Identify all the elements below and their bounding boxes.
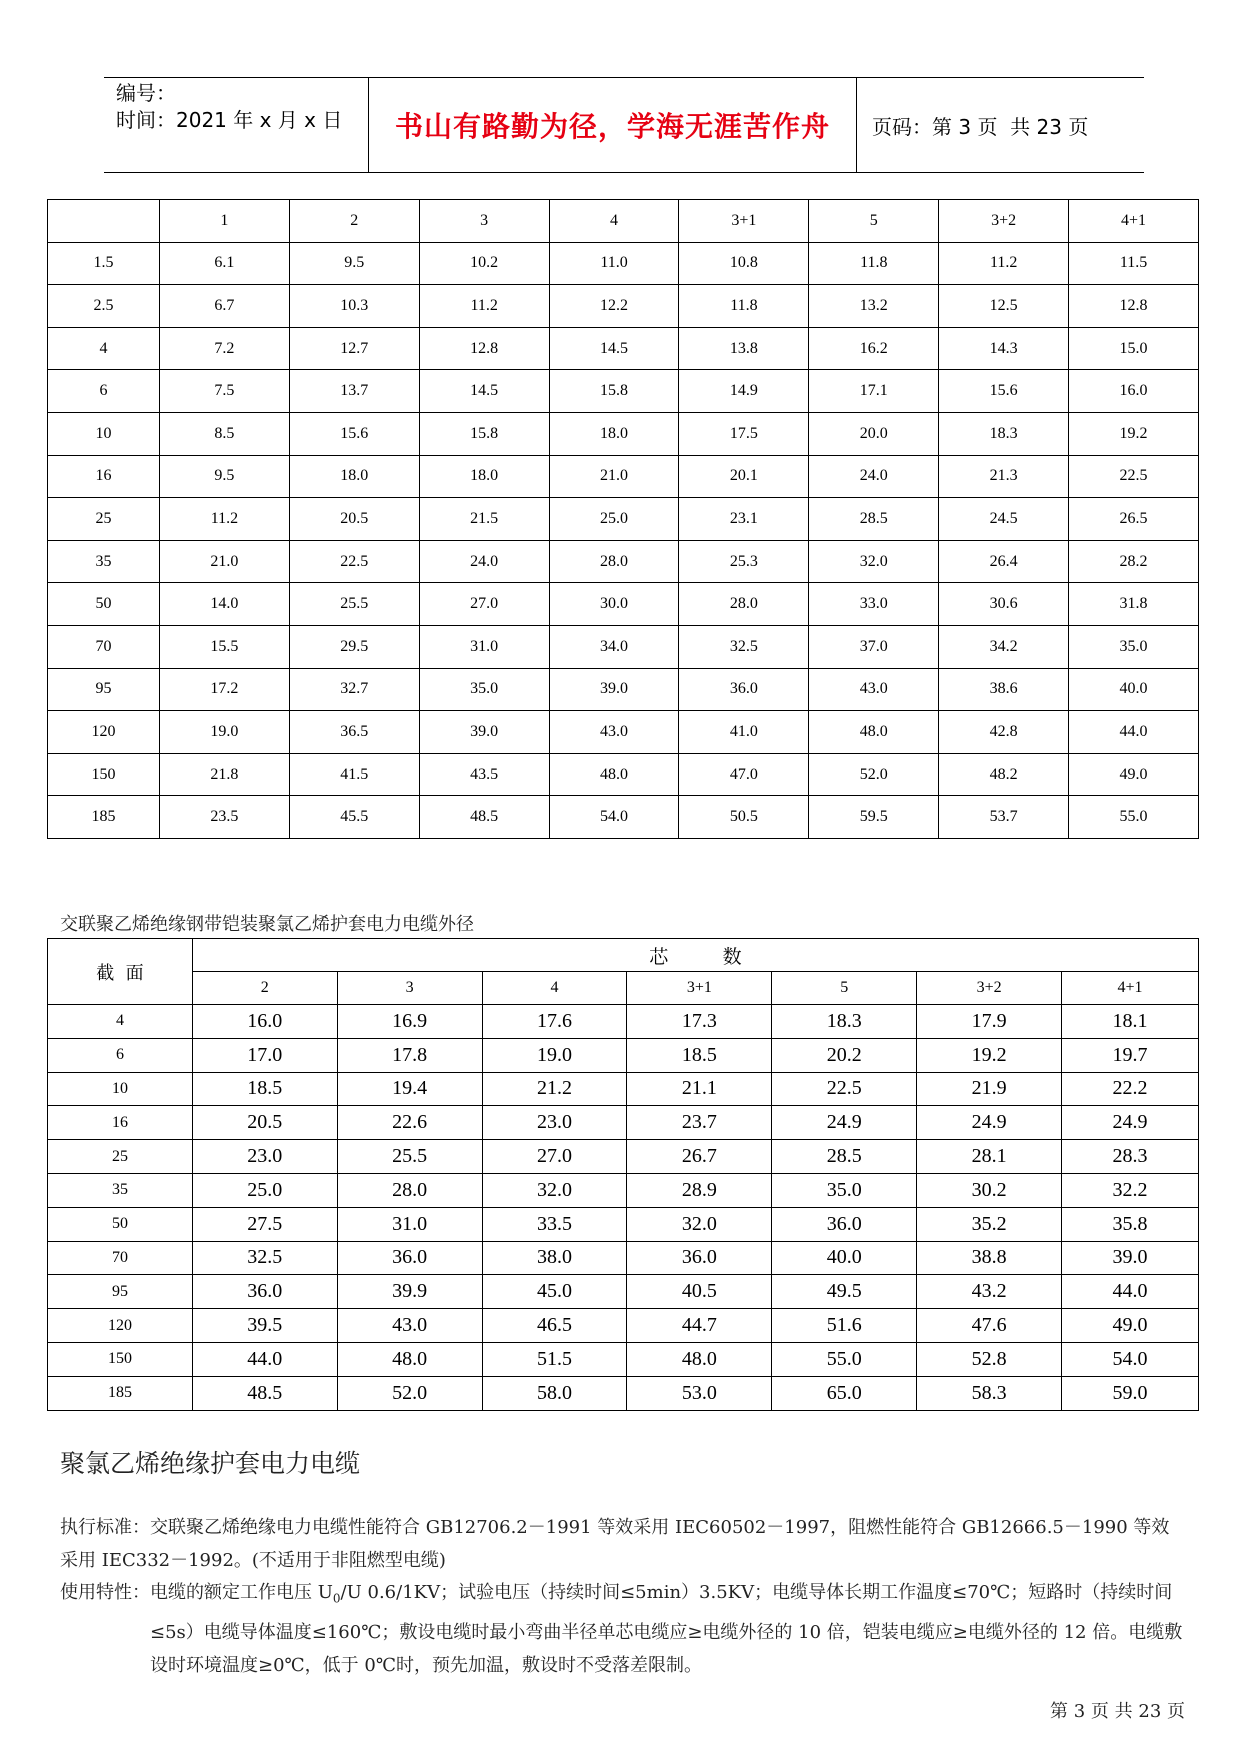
table-row bbox=[48, 498, 1199, 541]
diameter-cell: 34.0 bbox=[549, 625, 679, 668]
section-cell: 16 bbox=[48, 1106, 193, 1140]
diameter-cell: 48.5 bbox=[192, 1376, 337, 1410]
diameter-cell: 18.3 bbox=[939, 412, 1069, 455]
diameter-cell: 23.1 bbox=[679, 498, 809, 541]
diameter-cell: 18.0 bbox=[419, 455, 549, 498]
diameter-cell: 3+2 bbox=[939, 200, 1069, 243]
diameter-cell: 15.6 bbox=[939, 370, 1069, 413]
table-row bbox=[48, 1005, 1199, 1039]
table-row bbox=[48, 583, 1199, 626]
diameter-cell: 14.0 bbox=[159, 583, 289, 626]
section-cell: 1.5 bbox=[48, 242, 160, 285]
diameter-cell: 35.2 bbox=[917, 1207, 1062, 1241]
diameter-cell: 36.5 bbox=[289, 711, 419, 754]
diameter-cell: 14.3 bbox=[939, 327, 1069, 370]
core-columns-row bbox=[48, 972, 1199, 1005]
diameter-cell: 40.0 bbox=[1069, 668, 1199, 711]
header-motto: 书山有路勤为径，学海无涯苦作舟 bbox=[369, 78, 857, 172]
diameter-cell: 30.6 bbox=[939, 583, 1069, 626]
diameter-cell: 28.2 bbox=[1069, 540, 1199, 583]
diameter-cell: 28.1 bbox=[917, 1140, 1062, 1174]
diameter-cell: 5 bbox=[809, 200, 939, 243]
diameter-cell: 35.8 bbox=[1062, 1207, 1199, 1241]
table-row bbox=[48, 1342, 1199, 1376]
diameter-cell: 15.6 bbox=[289, 412, 419, 455]
diameter-cell: 12.7 bbox=[289, 327, 419, 370]
diameter-cell: 21.1 bbox=[627, 1072, 772, 1106]
diameter-cell: 44.7 bbox=[627, 1309, 772, 1343]
diameter-cell: 17.2 bbox=[159, 668, 289, 711]
section-title: 聚氯乙烯绝缘护套电力电缆 bbox=[60, 1449, 361, 1478]
diameter-cell: 55.0 bbox=[1069, 796, 1199, 839]
diameter-cell: 19.4 bbox=[337, 1072, 482, 1106]
section-cell: 70 bbox=[48, 625, 160, 668]
diameter-cell: 49.5 bbox=[772, 1275, 917, 1309]
usage-text-sub: 0 bbox=[332, 1591, 341, 1606]
diameter-cell: 11.2 bbox=[939, 242, 1069, 285]
diameter-cell: 39.0 bbox=[1062, 1241, 1199, 1275]
diameter-cell: 9.5 bbox=[159, 455, 289, 498]
section-cell bbox=[48, 200, 160, 243]
diameter-cell: 25.3 bbox=[679, 540, 809, 583]
diameter-cell: 36.0 bbox=[192, 1275, 337, 1309]
diameter-cell: 22.5 bbox=[289, 540, 419, 583]
diameter-cell: 33.5 bbox=[482, 1207, 627, 1241]
diameter-cell: 19.2 bbox=[917, 1038, 1062, 1072]
usage-text-pre: 电缆的额定工作电压 U bbox=[150, 1582, 333, 1603]
diameter-cell: 58.3 bbox=[917, 1376, 1062, 1410]
section-cell: 2.5 bbox=[48, 285, 160, 328]
header-page-info bbox=[857, 78, 1144, 172]
diameter-cell: 35.0 bbox=[1069, 625, 1199, 668]
diameter-cell: 30.0 bbox=[549, 583, 679, 626]
diameter-cell: 24.0 bbox=[809, 455, 939, 498]
table-row bbox=[48, 625, 1199, 668]
core-column-header: 2 bbox=[192, 972, 337, 1005]
document-number-label: 编号： bbox=[116, 81, 176, 105]
diameter-cell: 12.8 bbox=[1069, 285, 1199, 328]
diameter-cell: 43.0 bbox=[549, 711, 679, 754]
header-meta bbox=[104, 78, 369, 172]
table-row bbox=[48, 753, 1199, 796]
diameter-cell: 51.6 bbox=[772, 1309, 917, 1343]
usage-text-body: /U 0.6/1KV；试验电压（持续时间≤5min）3.5KV；电缆导体长期工作温度≤70℃；短路时（持续时间≤5s）电缆导体温度≤160℃；敷设电缆时最小弯曲半径单芯电缆应≥电缆外径的 10 倍，铠装电缆应≥电缆外径的 12 倍。电缆敷设时环境温度≥0℃，低于 0℃时，预先加温，敷设时不受落差限制。 bbox=[150, 1582, 1183, 1676]
section-cell: 120 bbox=[48, 1309, 193, 1343]
diameter-cell: 28.5 bbox=[772, 1140, 917, 1174]
diameter-cell: 47.0 bbox=[679, 753, 809, 796]
diameter-cell: 22.5 bbox=[772, 1072, 917, 1106]
usage-paragraph bbox=[60, 1576, 1185, 1682]
diameter-cell: 52.8 bbox=[917, 1342, 1062, 1376]
armored-cable-diameter-table bbox=[47, 938, 1199, 1411]
diameter-cell: 28.3 bbox=[1062, 1140, 1199, 1174]
diameter-cell: 27.0 bbox=[419, 583, 549, 626]
diameter-cell: 10.3 bbox=[289, 285, 419, 328]
diameter-cell: 11.8 bbox=[809, 242, 939, 285]
diameter-cell: 11.2 bbox=[419, 285, 549, 328]
diameter-cell: 21.3 bbox=[939, 455, 1069, 498]
section-cell: 50 bbox=[48, 583, 160, 626]
diameter-cell: 21.0 bbox=[159, 540, 289, 583]
diameter-cell: 38.0 bbox=[482, 1241, 627, 1275]
page-footer: 第 3 页 共 23 页 bbox=[1050, 1701, 1185, 1722]
diameter-cell: 32.0 bbox=[627, 1207, 772, 1241]
diameter-cell: 3+1 bbox=[679, 200, 809, 243]
diameter-cell: 52.0 bbox=[809, 753, 939, 796]
diameter-cell: 7.5 bbox=[159, 370, 289, 413]
table-row bbox=[48, 1376, 1199, 1410]
diameter-cell: 32.5 bbox=[192, 1241, 337, 1275]
diameter-cell: 54.0 bbox=[549, 796, 679, 839]
table-row bbox=[48, 1309, 1199, 1343]
cable-diameter-table-1 bbox=[47, 199, 1199, 839]
diameter-cell: 54.0 bbox=[1062, 1342, 1199, 1376]
diameter-cell: 36.0 bbox=[337, 1241, 482, 1275]
diameter-cell: 42.8 bbox=[939, 711, 1069, 754]
diameter-cell: 55.0 bbox=[772, 1342, 917, 1376]
diameter-cell: 11.0 bbox=[549, 242, 679, 285]
core-count-header: 芯 数 bbox=[192, 939, 1198, 972]
diameter-cell: 38.8 bbox=[917, 1241, 1062, 1275]
section-cell: 185 bbox=[48, 796, 160, 839]
section-cell: 150 bbox=[48, 1342, 193, 1376]
diameter-cell: 53.7 bbox=[939, 796, 1069, 839]
diameter-cell: 43.0 bbox=[809, 668, 939, 711]
diameter-cell: 11.8 bbox=[679, 285, 809, 328]
diameter-cell: 19.7 bbox=[1062, 1038, 1199, 1072]
diameter-cell: 44.0 bbox=[1062, 1275, 1199, 1309]
diameter-cell: 23.5 bbox=[159, 796, 289, 839]
diameter-cell: 43.5 bbox=[419, 753, 549, 796]
diameter-cell: 13.8 bbox=[679, 327, 809, 370]
section-cell: 6 bbox=[48, 1038, 193, 1072]
diameter-cell: 17.6 bbox=[482, 1005, 627, 1039]
diameter-cell: 28.0 bbox=[679, 583, 809, 626]
diameter-cell: 18.3 bbox=[772, 1005, 917, 1039]
diameter-cell: 39.9 bbox=[337, 1275, 482, 1309]
diameter-cell: 30.2 bbox=[917, 1173, 1062, 1207]
diameter-cell: 19.0 bbox=[159, 711, 289, 754]
diameter-cell: 24.9 bbox=[772, 1106, 917, 1140]
table-row bbox=[48, 668, 1199, 711]
diameter-cell: 21.9 bbox=[917, 1072, 1062, 1106]
table-row bbox=[48, 1072, 1199, 1106]
diameter-cell: 23.0 bbox=[192, 1140, 337, 1174]
diameter-cell: 18.5 bbox=[192, 1072, 337, 1106]
diameter-cell: 10.8 bbox=[679, 242, 809, 285]
core-column-header: 3+1 bbox=[627, 972, 772, 1005]
table-row bbox=[48, 711, 1199, 754]
diameter-cell: 18.1 bbox=[1062, 1005, 1199, 1039]
diameter-cell: 21.8 bbox=[159, 753, 289, 796]
table-row bbox=[48, 455, 1199, 498]
table-row bbox=[48, 1275, 1199, 1309]
table-row bbox=[48, 1207, 1199, 1241]
diameter-cell: 6.7 bbox=[159, 285, 289, 328]
section-cell: 25 bbox=[48, 1140, 193, 1174]
diameter-cell: 25.0 bbox=[549, 498, 679, 541]
core-column-header: 4 bbox=[482, 972, 627, 1005]
diameter-cell: 32.5 bbox=[679, 625, 809, 668]
diameter-cell: 14.5 bbox=[549, 327, 679, 370]
usage-label: 使用特性： bbox=[60, 1582, 150, 1603]
diameter-cell: 20.0 bbox=[809, 412, 939, 455]
usage-text bbox=[150, 1576, 1185, 1682]
diameter-cell: 49.0 bbox=[1062, 1309, 1199, 1343]
diameter-cell: 38.6 bbox=[939, 668, 1069, 711]
diameter-cell: 15.0 bbox=[1069, 327, 1199, 370]
diameter-cell: 15.5 bbox=[159, 625, 289, 668]
diameter-cell: 36.0 bbox=[772, 1207, 917, 1241]
diameter-cell: 44.0 bbox=[192, 1342, 337, 1376]
diameter-cell: 25.5 bbox=[289, 583, 419, 626]
diameter-cell: 21.0 bbox=[549, 455, 679, 498]
diameter-cell: 20.5 bbox=[289, 498, 419, 541]
diameter-cell: 16.9 bbox=[337, 1005, 482, 1039]
diameter-cell: 40.5 bbox=[627, 1275, 772, 1309]
section-header: 截 面 bbox=[48, 939, 193, 1005]
diameter-cell: 22.2 bbox=[1062, 1072, 1199, 1106]
diameter-cell: 12.2 bbox=[549, 285, 679, 328]
section-cell: 35 bbox=[48, 540, 160, 583]
diameter-cell: 19.0 bbox=[482, 1038, 627, 1072]
diameter-cell: 13.2 bbox=[809, 285, 939, 328]
diameter-cell: 17.1 bbox=[809, 370, 939, 413]
diameter-cell: 12.8 bbox=[419, 327, 549, 370]
diameter-cell: 24.9 bbox=[917, 1106, 1062, 1140]
diameter-cell: 22.5 bbox=[1069, 455, 1199, 498]
diameter-cell: 32.0 bbox=[809, 540, 939, 583]
diameter-cell: 49.0 bbox=[1069, 753, 1199, 796]
diameter-cell: 48.5 bbox=[419, 796, 549, 839]
diameter-cell: 19.2 bbox=[1069, 412, 1199, 455]
diameter-cell: 13.7 bbox=[289, 370, 419, 413]
diameter-cell: 45.0 bbox=[482, 1275, 627, 1309]
diameter-cell: 48.2 bbox=[939, 753, 1069, 796]
section-cell: 70 bbox=[48, 1241, 193, 1275]
section-cell: 4 bbox=[48, 1005, 193, 1039]
diameter-cell: 59.0 bbox=[1062, 1376, 1199, 1410]
table-row bbox=[48, 540, 1199, 583]
diameter-cell: 37.0 bbox=[809, 625, 939, 668]
diameter-cell: 31.0 bbox=[337, 1207, 482, 1241]
diameter-cell: 39.0 bbox=[549, 668, 679, 711]
diameter-cell: 44.0 bbox=[1069, 711, 1199, 754]
table-row bbox=[48, 1106, 1199, 1140]
diameter-cell: 4+1 bbox=[1069, 200, 1199, 243]
diameter-cell: 31.0 bbox=[419, 625, 549, 668]
diameter-cell: 11.5 bbox=[1069, 242, 1199, 285]
section-cell: 4 bbox=[48, 327, 160, 370]
diameter-cell: 34.2 bbox=[939, 625, 1069, 668]
diameter-cell: 22.6 bbox=[337, 1106, 482, 1140]
diameter-cell: 25.5 bbox=[337, 1140, 482, 1174]
diameter-cell: 20.5 bbox=[192, 1106, 337, 1140]
diameter-cell: 18.5 bbox=[627, 1038, 772, 1072]
diameter-cell: 1 bbox=[159, 200, 289, 243]
diameter-cell: 4 bbox=[549, 200, 679, 243]
diameter-cell: 17.0 bbox=[192, 1038, 337, 1072]
diameter-cell: 43.2 bbox=[917, 1275, 1062, 1309]
diameter-cell: 41.0 bbox=[679, 711, 809, 754]
diameter-cell: 28.5 bbox=[809, 498, 939, 541]
diameter-cell: 12.5 bbox=[939, 285, 1069, 328]
diameter-cell: 14.9 bbox=[679, 370, 809, 413]
diameter-cell: 39.0 bbox=[419, 711, 549, 754]
diameter-cell: 15.8 bbox=[549, 370, 679, 413]
document-time-label: 时间：2021 年 x 月 x 日 bbox=[116, 108, 343, 132]
diameter-cell: 51.5 bbox=[482, 1342, 627, 1376]
diameter-cell: 53.0 bbox=[627, 1376, 772, 1410]
diameter-cell: 27.0 bbox=[482, 1140, 627, 1174]
section-cell: 16 bbox=[48, 455, 160, 498]
table-row bbox=[48, 1140, 1199, 1174]
table-row bbox=[48, 242, 1199, 285]
core-column-header: 4+1 bbox=[1062, 972, 1199, 1005]
diameter-cell: 33.0 bbox=[809, 583, 939, 626]
diameter-cell: 28.0 bbox=[549, 540, 679, 583]
core-column-header: 3 bbox=[337, 972, 482, 1005]
diameter-cell: 9.5 bbox=[289, 242, 419, 285]
diameter-cell: 26.4 bbox=[939, 540, 1069, 583]
core-column-header: 3+2 bbox=[917, 972, 1062, 1005]
diameter-cell: 20.1 bbox=[679, 455, 809, 498]
diameter-cell: 16.0 bbox=[192, 1005, 337, 1039]
section-cell: 95 bbox=[48, 1275, 193, 1309]
diameter-cell: 52.0 bbox=[337, 1376, 482, 1410]
diameter-cell: 26.5 bbox=[1069, 498, 1199, 541]
diameter-cell: 40.0 bbox=[772, 1241, 917, 1275]
diameter-cell: 43.0 bbox=[337, 1309, 482, 1343]
diameter-cell: 28.0 bbox=[337, 1173, 482, 1207]
diameter-cell: 17.9 bbox=[917, 1005, 1062, 1039]
diameter-cell: 41.5 bbox=[289, 753, 419, 796]
diameter-cell: 39.5 bbox=[192, 1309, 337, 1343]
diameter-cell: 45.5 bbox=[289, 796, 419, 839]
diameter-cell: 48.0 bbox=[627, 1342, 772, 1376]
diameter-cell: 24.5 bbox=[939, 498, 1069, 541]
diameter-cell: 3 bbox=[419, 200, 549, 243]
diameter-cell: 21.2 bbox=[482, 1072, 627, 1106]
diameter-cell: 2 bbox=[289, 200, 419, 243]
section-cell: 6 bbox=[48, 370, 160, 413]
diameter-cell: 11.2 bbox=[159, 498, 289, 541]
diameter-cell: 18.0 bbox=[289, 455, 419, 498]
diameter-cell: 35.0 bbox=[772, 1173, 917, 1207]
table-row bbox=[48, 285, 1199, 328]
section-cell: 120 bbox=[48, 711, 160, 754]
table-row bbox=[48, 370, 1199, 413]
diameter-cell: 27.5 bbox=[192, 1207, 337, 1241]
diameter-cell: 46.5 bbox=[482, 1309, 627, 1343]
core-column-header: 5 bbox=[772, 972, 917, 1005]
diameter-cell: 36.0 bbox=[679, 668, 809, 711]
diameter-cell: 48.0 bbox=[549, 753, 679, 796]
diameter-cell: 24.9 bbox=[1062, 1106, 1199, 1140]
diameter-cell: 17.3 bbox=[627, 1005, 772, 1039]
table-row bbox=[48, 1241, 1199, 1275]
diameter-cell: 14.5 bbox=[419, 370, 549, 413]
table-row bbox=[48, 1173, 1199, 1207]
diameter-cell: 26.7 bbox=[627, 1140, 772, 1174]
diameter-cell: 20.2 bbox=[772, 1038, 917, 1072]
diameter-cell: 28.9 bbox=[627, 1173, 772, 1207]
diameter-cell: 58.0 bbox=[482, 1376, 627, 1410]
diameter-cell: 7.2 bbox=[159, 327, 289, 370]
diameter-cell: 65.0 bbox=[772, 1376, 917, 1410]
diameter-cell: 16.0 bbox=[1069, 370, 1199, 413]
diameter-cell: 24.0 bbox=[419, 540, 549, 583]
diameter-cell: 18.0 bbox=[549, 412, 679, 455]
table-row bbox=[48, 1038, 1199, 1072]
diameter-cell: 25.0 bbox=[192, 1173, 337, 1207]
section-cell: 25 bbox=[48, 498, 160, 541]
section-cell: 150 bbox=[48, 753, 160, 796]
header-page-info-text: 页码：第 3 页 共 23 页 bbox=[872, 114, 1089, 139]
diameter-cell: 31.8 bbox=[1069, 583, 1199, 626]
diameter-cell: 48.0 bbox=[337, 1342, 482, 1376]
diameter-cell: 48.0 bbox=[809, 711, 939, 754]
section-cell: 35 bbox=[48, 1173, 193, 1207]
table-row bbox=[48, 412, 1199, 455]
section-cell: 95 bbox=[48, 668, 160, 711]
diameter-cell: 23.7 bbox=[627, 1106, 772, 1140]
table-row bbox=[48, 327, 1199, 370]
diameter-cell: 23.0 bbox=[482, 1106, 627, 1140]
standard-paragraph: 执行标准：交联聚乙烯绝缘电力电缆性能符合 GB12706.2－1991 等效采用 IEC60502－1997，阻燃性能符合 GB12666.5－1990 等效采用 IEC332－1992。(不适用于非阻燃型电缆) bbox=[60, 1517, 1170, 1571]
table2-caption: 交联聚乙烯绝缘钢带铠装聚氯乙烯护套电力电缆外径 bbox=[60, 914, 474, 935]
diameter-cell: 10.2 bbox=[419, 242, 549, 285]
section-cell: 10 bbox=[48, 412, 160, 455]
diameter-cell: 32.0 bbox=[482, 1173, 627, 1207]
section-cell: 10 bbox=[48, 1072, 193, 1106]
table-row bbox=[48, 796, 1199, 839]
diameter-cell: 6.1 bbox=[159, 242, 289, 285]
diameter-cell: 17.8 bbox=[337, 1038, 482, 1072]
diameter-cell: 35.0 bbox=[419, 668, 549, 711]
section-cell: 50 bbox=[48, 1207, 193, 1241]
page-header bbox=[104, 77, 1144, 173]
diameter-cell: 32.7 bbox=[289, 668, 419, 711]
diameter-cell: 21.5 bbox=[419, 498, 549, 541]
diameter-cell: 16.2 bbox=[809, 327, 939, 370]
diameter-cell: 15.8 bbox=[419, 412, 549, 455]
diameter-cell: 50.5 bbox=[679, 796, 809, 839]
diameter-cell: 8.5 bbox=[159, 412, 289, 455]
diameter-cell: 47.6 bbox=[917, 1309, 1062, 1343]
diameter-cell: 59.5 bbox=[809, 796, 939, 839]
section-cell: 185 bbox=[48, 1376, 193, 1410]
diameter-cell: 17.5 bbox=[679, 412, 809, 455]
diameter-cell: 29.5 bbox=[289, 625, 419, 668]
diameter-cell: 36.0 bbox=[627, 1241, 772, 1275]
table-header-row bbox=[48, 200, 1199, 243]
diameter-cell: 32.2 bbox=[1062, 1173, 1199, 1207]
